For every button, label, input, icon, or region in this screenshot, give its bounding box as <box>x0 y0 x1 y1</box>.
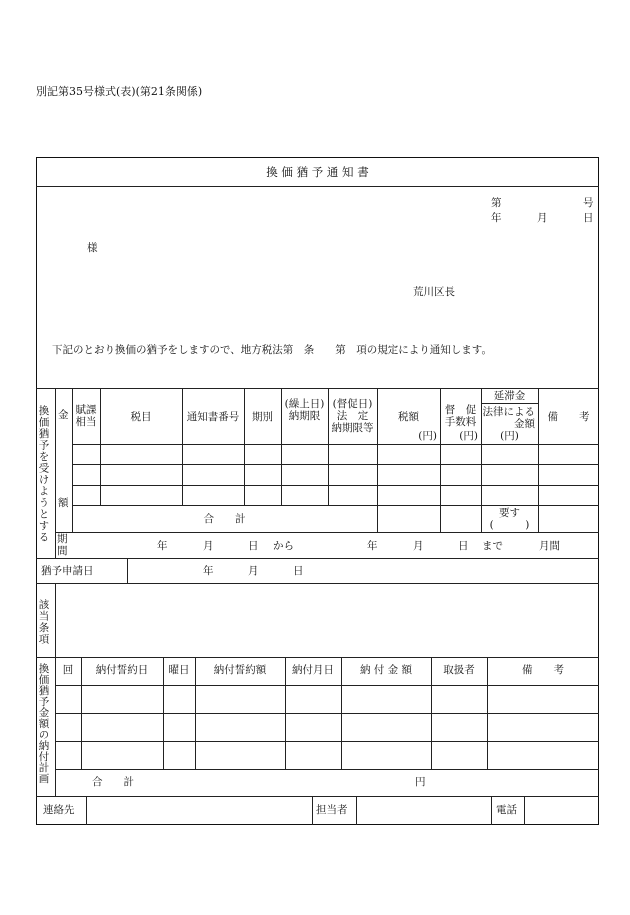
entai-unit: (円) <box>500 430 519 442</box>
shinsei-month: 月 <box>248 565 259 577</box>
period-top-line <box>55 532 599 533</box>
footer-phone-label: 電話 <box>496 804 517 816</box>
plan-row-line-4 <box>55 769 599 770</box>
col-biko-header: 備 考 <box>547 411 590 423</box>
form-reference: 別記第35号様式(表)(第21条関係) <box>36 85 203 98</box>
kikan-label: 期間 <box>57 533 68 557</box>
col-line-2 <box>182 388 183 505</box>
sec3-side-label: 換価猶予金額の納付計画 <box>37 663 50 784</box>
entai-sub-divider <box>481 403 538 404</box>
title-divider <box>36 186 599 187</box>
addressee-suffix: 様 <box>87 242 98 254</box>
col-line-6 <box>377 388 378 532</box>
col-fuka-header: 賦課 相当 <box>75 404 97 429</box>
col-line-3 <box>244 388 245 505</box>
plan-kai-header: 回 <box>62 664 74 676</box>
col-tokusoku-header: 督 促 手数料 <box>444 404 477 429</box>
doc-no-suffix: 号 <box>583 197 594 209</box>
gaku-label: 額 <box>58 497 69 509</box>
gaito-divider <box>55 583 56 657</box>
col-entai-sub-header: 法律による 金額 <box>482 406 535 431</box>
plan-youbi-header: 曜日 <box>168 664 190 676</box>
zeigaku-unit: (円) <box>418 430 437 442</box>
period-made: まで <box>482 540 503 552</box>
yosu-label: 要す <box>499 507 520 519</box>
footer-col-5 <box>524 796 525 825</box>
footer-col-3 <box>356 796 357 825</box>
date-month: 月 <box>537 212 548 224</box>
footer-col-4 <box>491 796 492 825</box>
plan-toriatsukai-header: 取扱者 <box>443 664 475 676</box>
footer-contact-label: 連絡先 <box>43 804 75 816</box>
shinsei-top-line <box>36 558 599 559</box>
plan-total-label: 合 計 <box>92 776 134 788</box>
period-d2: 日 <box>458 540 469 552</box>
notice-text: 下記のとおり換価の猶予をしますので、地方税法第 条 第 項の規定により通知します。 <box>52 344 492 356</box>
col-kibetsu-header: 期別 <box>252 411 273 423</box>
date-year: 年 <box>491 212 502 224</box>
form-title: 換 価 猶 予 通 知 書 <box>266 165 369 179</box>
tokusoku-unit: (円) <box>459 430 478 442</box>
shinsei-label: 猶予申請日 <box>41 565 94 577</box>
row-line-3 <box>72 485 599 486</box>
gaito-label: 該当条項 <box>37 599 50 645</box>
col-line-1 <box>100 388 101 505</box>
shinsei-divider <box>127 558 128 583</box>
row-line-4 <box>72 505 599 506</box>
sec1-total-label: 合 計 <box>203 513 246 525</box>
issuer-name: 荒川区長 <box>413 286 455 298</box>
footer-top-line <box>36 796 599 797</box>
plan-total-yen: 円 <box>415 776 426 788</box>
shinsei-year: 年 <box>203 565 214 577</box>
col-hotei-header: (督促日) 法 定 納期限等 <box>331 398 374 435</box>
col-tsuchi-header: 通知書番号 <box>186 411 240 423</box>
period-m2: 月 <box>413 540 424 552</box>
col-zeigaku-header: 税額 <box>398 411 419 423</box>
row-line-1 <box>72 444 599 445</box>
col-nofu-header: (繰上日) 納期限 <box>284 398 325 423</box>
plan-row-line-2 <box>55 713 599 714</box>
plan-nofu-bi-header: 納付月日 <box>292 664 334 676</box>
doc-no-prefix: 第 <box>491 197 502 209</box>
gaito-top-line <box>36 583 599 584</box>
yosu-paren: ( ) <box>489 519 530 531</box>
plan-nofu-gaku-header: 納 付 金 額 <box>359 664 412 676</box>
period-y2: 年 <box>367 540 378 552</box>
sec1-top-line <box>36 388 599 389</box>
footer-tantou-label: 担当者 <box>316 804 348 816</box>
footer-col-1 <box>86 796 87 825</box>
period-d1: 日 <box>248 540 259 552</box>
plan-seiyaku-gaku-header: 納付誓約額 <box>213 664 267 676</box>
plan-biko-header: 備 考 <box>522 664 564 676</box>
sec1-side-label: 換価猶予を受けようとする <box>37 405 50 543</box>
sec3-side-divider <box>55 657 56 796</box>
col-line-9 <box>538 388 539 532</box>
period-kara: から <box>273 540 294 552</box>
period-y1: 年 <box>157 540 168 552</box>
sec3-top-line <box>36 657 599 658</box>
footer-col-2 <box>312 796 313 825</box>
notice-form-frame <box>36 157 599 825</box>
kin-label: 金 <box>58 409 69 421</box>
plan-row-line-1 <box>55 685 599 686</box>
col-entai-header: 延滞金 <box>493 390 526 402</box>
period-m1: 月 <box>203 540 214 552</box>
shinsei-day: 日 <box>293 565 304 577</box>
date-day: 日 <box>583 212 594 224</box>
row-line-2 <box>72 464 599 465</box>
plan-seiyaku-bi-header: 納付誓約日 <box>95 664 149 676</box>
plan-row-line-3 <box>55 741 599 742</box>
col-zeimoku-header: 税目 <box>130 411 152 423</box>
period-months: 月間 <box>539 540 560 552</box>
